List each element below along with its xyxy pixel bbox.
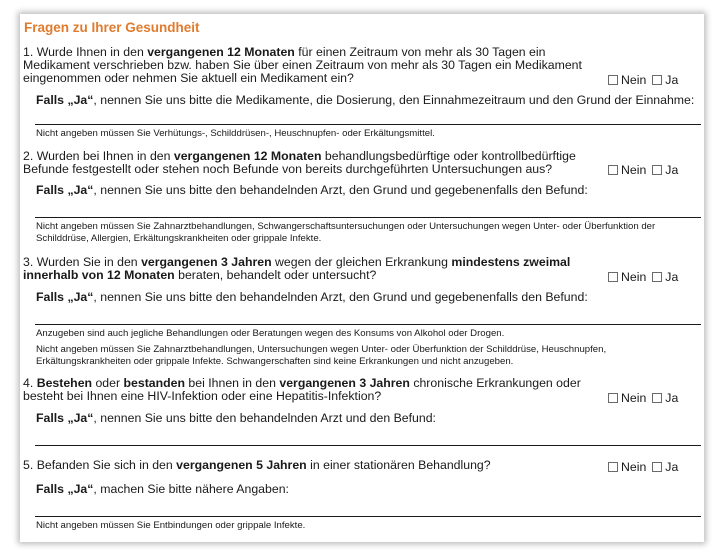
question-1-note: Nicht angeben müssen Sie Verhütungs-, Schilddrüsen-, Heuschnupfen- oder Erkältungsmittel. [36, 128, 435, 139]
question-3-note-1: Anzugeben sind auch jegliche Behandlungen oder Beratungen wegen des Konsums von Alkohol oder Drogen. [36, 328, 505, 339]
question-1-followup: Falls „Ja“, nennen Sie uns bitte die Medikamente, die Dosierung, den Einnahmezeitraum und den Grund der Einnahme: [36, 93, 695, 107]
question-text-segment: wegen der gleichen Erkrankung [271, 255, 452, 269]
question-1-answer-line[interactable] [35, 124, 701, 125]
question-3-followup: Falls „Ja“, nennen Sie uns bitte den behandelnden Arzt, den Grund und gegebenenfalls den Befund: [36, 290, 588, 304]
health-questions-form [20, 14, 704, 542]
question-2-options [608, 163, 684, 177]
question-1-options [608, 73, 684, 87]
question-text-segment: vergangenen 12 Monaten [147, 45, 295, 59]
question-text-segment: chronische Erkrankungen oder besteht bei Ihnen eine HIV-Infektion oder eine Hepatitis-Infektion? [23, 376, 581, 403]
question-2-yes[interactable]: Ja [652, 163, 678, 177]
question-1-no[interactable]: Nein [608, 73, 646, 87]
question-text-segment: Befanden Sie sich in den [36, 458, 177, 472]
question-text-segment: oder [92, 376, 124, 390]
checkbox-icon[interactable] [608, 75, 618, 85]
question-text-segment: bestanden [123, 376, 185, 390]
question-2-note: Nicht angeben müssen Sie Zahnarztbehandlungen, Schwangerschaftsuntersuchungen oder Untersuchungen wegen Unter- oder Überfunktion der Schilddrüse, Allergien, Erkältungskrankheiten oder grippale Infekte. [36, 221, 656, 244]
question-text-segment: vergangenen 3 Jahren [279, 376, 410, 390]
form-title: Fragen zu Ihrer Gesundheit [24, 20, 200, 35]
question-5-note: Nicht angeben müssen Sie Entbindungen oder grippale Infekte. [36, 520, 306, 531]
question-4-followup: Falls „Ja“, nennen Sie uns bitte den behandelnden Arzt und den Befund: [36, 411, 436, 425]
question-3-text [23, 256, 593, 282]
question-4-options [608, 391, 684, 405]
checkbox-icon[interactable] [652, 272, 662, 282]
question-text-segment: beraten, behandelt oder untersucht? [174, 268, 377, 282]
question-4-answer-line[interactable] [35, 445, 701, 446]
question-text-segment: für einen Zeitraum von mehr als 30 Tagen ein Medikament verschrieben bzw. haben Sie über einen Zeitraum von mehr als 30 Tagen ein Medikament eingenommen oder nehmen Sie aktuell ein Medikament ein? [23, 45, 582, 85]
question-text-segment: vergangenen 5 Jahren [176, 458, 307, 472]
question-text-segment: Wurde Ihnen in den [36, 45, 148, 59]
question-1 [23, 46, 704, 85]
question-text-segment: vergangenen 3 Jahren [141, 255, 272, 269]
question-5-followup: Falls „Ja“, machen Sie bitte nähere Angaben: [36, 482, 289, 496]
question-number: 1. [23, 45, 37, 59]
question-5 [23, 459, 704, 472]
checkbox-icon[interactable] [608, 393, 618, 403]
question-3-options [608, 270, 684, 284]
question-3-yes[interactable]: Ja [652, 270, 678, 284]
question-text-segment: bei Ihnen in den [185, 376, 280, 390]
question-4-no[interactable]: Nein [608, 391, 646, 405]
question-2-answer-line[interactable] [35, 217, 701, 218]
checkbox-icon[interactable] [652, 75, 662, 85]
question-number: 3. [23, 255, 37, 269]
checkbox-icon[interactable] [652, 462, 662, 472]
question-3-answer-line[interactable] [35, 324, 701, 325]
checkbox-icon[interactable] [608, 272, 618, 282]
question-text-segment: behandlungsbedürftige oder kontrollbedürftige Befunde festgestellt oder stehen noch Befunde von bereits durchgeführten Untersuchungen aus? [23, 149, 576, 176]
question-5-answer-line[interactable] [35, 516, 701, 517]
question-5-text [23, 459, 593, 472]
question-number: 4. [23, 376, 37, 390]
question-5-no[interactable]: Nein [608, 460, 646, 474]
question-number: 5. [23, 458, 37, 472]
question-text-segment: Wurden bei Ihnen in den [36, 149, 174, 163]
question-2-text [23, 150, 593, 176]
question-4-yes[interactable]: Ja [652, 391, 678, 405]
question-3-note-2: Nicht angeben müssen Sie Zahnarztbehandlungen, Untersuchungen wegen Unter- oder Überfunktion der Schilddrüse, Heuschnupfen, Erkältungskrankheiten oder grippale Infekte. Schwangerschaften sind keine Erkrankungen und nicht anzugeben. [36, 344, 607, 367]
question-1-text [23, 46, 593, 85]
question-number: 2. [23, 149, 37, 163]
question-5-options [608, 460, 684, 474]
question-4-text [23, 377, 593, 403]
checkbox-icon[interactable] [652, 165, 662, 175]
question-4 [23, 377, 704, 403]
question-text-segment: in einer stationären Behandlung? [306, 458, 491, 472]
question-2-followup: Falls „Ja“, nennen Sie uns bitte den behandelnden Arzt, den Grund und gegebenenfalls den Befund: [36, 183, 588, 197]
question-2 [23, 150, 704, 176]
question-text-segment: vergangenen 12 Monaten [173, 149, 322, 163]
question-text-segment: mindestens zweimal innerhalb von 12 Monaten [23, 255, 571, 282]
checkbox-icon[interactable] [608, 462, 618, 472]
question-text-segment: Bestehen [36, 376, 93, 390]
checkbox-icon[interactable] [608, 165, 618, 175]
question-1-yes[interactable]: Ja [652, 73, 678, 87]
question-text-segment: Wurden Sie in den [36, 255, 142, 269]
checkbox-icon[interactable] [652, 393, 662, 403]
question-3-no[interactable]: Nein [608, 270, 646, 284]
question-2-no[interactable]: Nein [608, 163, 646, 177]
question-5-yes[interactable]: Ja [652, 460, 678, 474]
question-3 [23, 256, 704, 282]
